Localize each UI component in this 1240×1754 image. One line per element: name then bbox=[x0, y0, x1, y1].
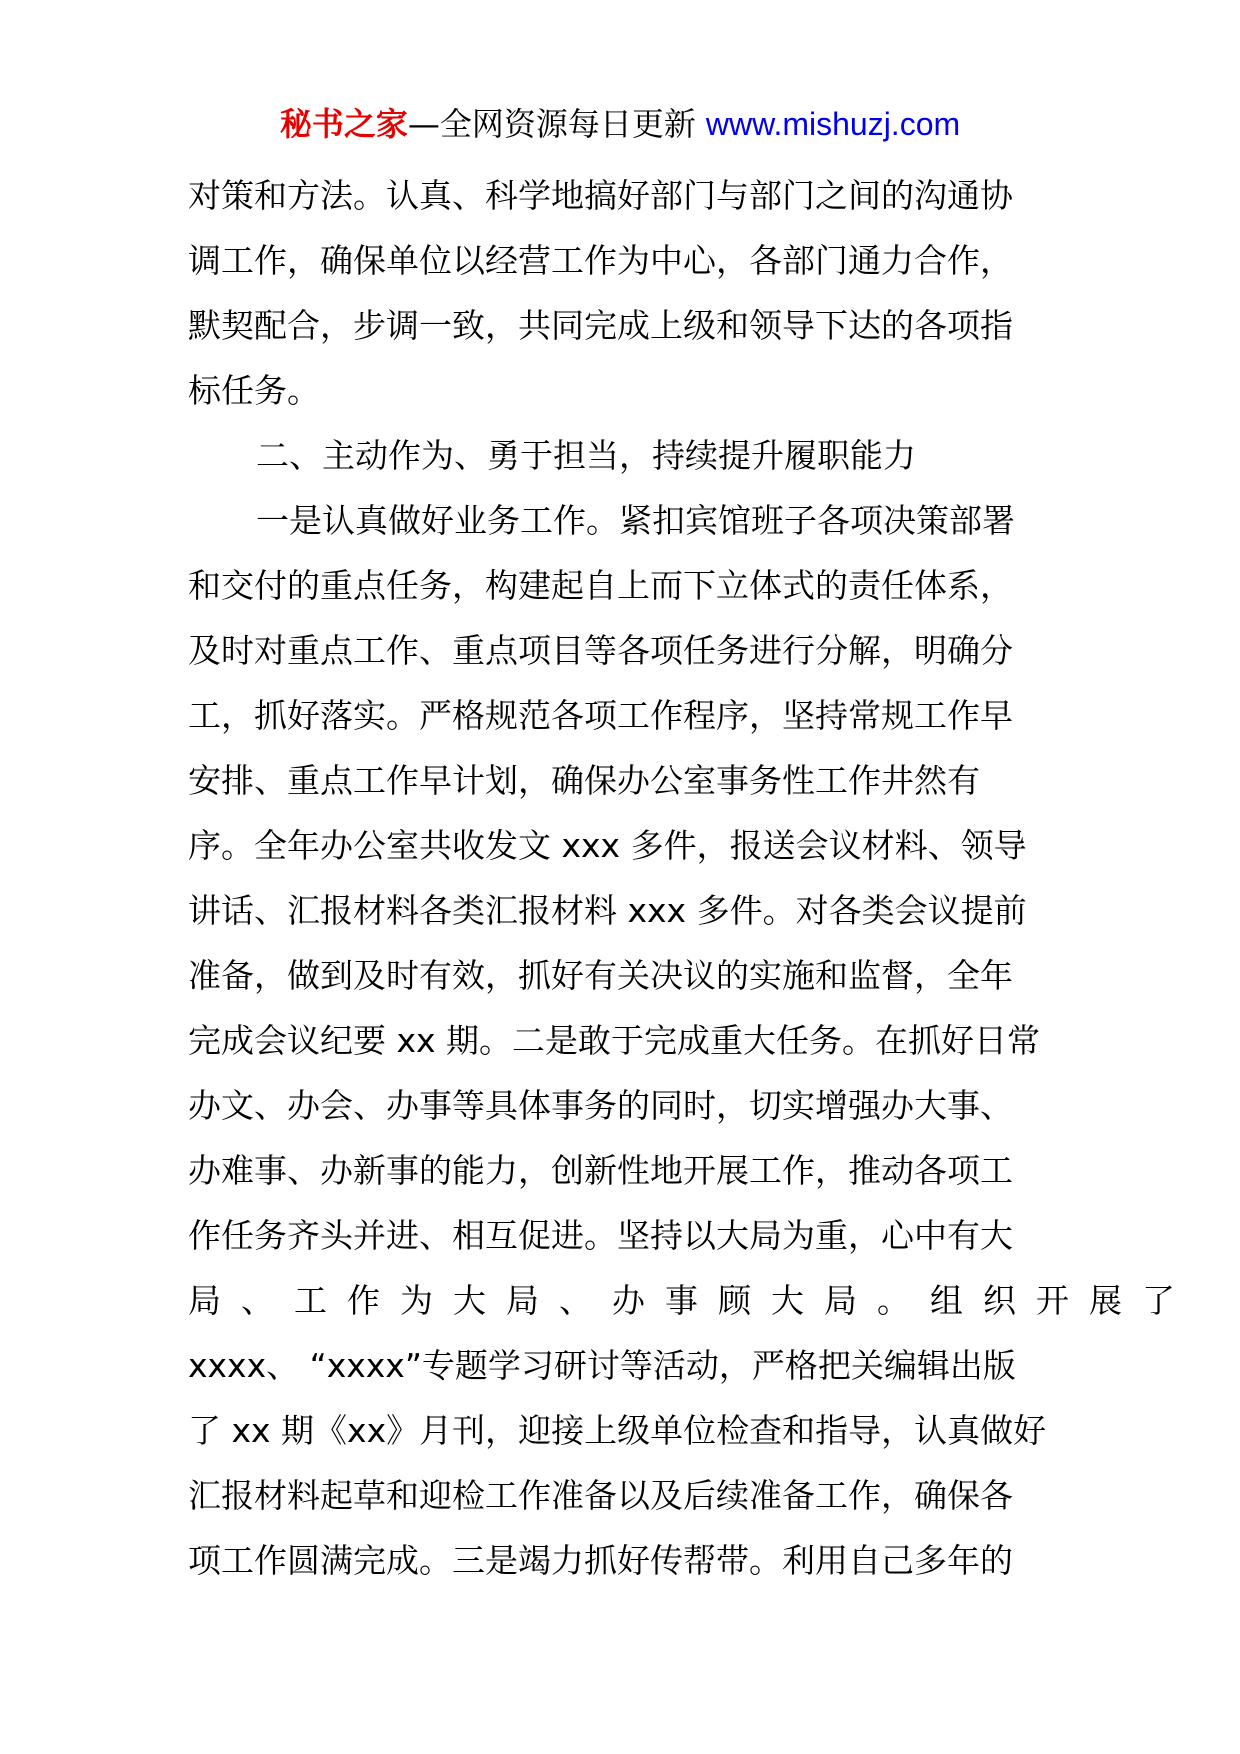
text-line: 了 xx 期《xx》月刊，迎接上级单位检查和指导，认真做好 bbox=[188, 1411, 1047, 1450]
text-line: 对策和方法。认真、科学地搞好部门与部门之间的沟通协 bbox=[188, 176, 1013, 215]
text-line: 讲话、汇报材料各类汇报材料 xxx 多件。对各类会议提前 bbox=[188, 891, 1027, 930]
section-heading: 二、主动作为、勇于担当，持续提升履职能力 bbox=[256, 436, 916, 475]
website-link[interactable]: www.mishuzj.com bbox=[705, 106, 961, 142]
text-line: 和交付的重点任务，构建起自上而下立体式的责任体系， bbox=[188, 566, 1013, 605]
text-line: 局、工作为大局、办事顾大局。组织开展了 bbox=[188, 1281, 1195, 1320]
text-line: 办文、办会、办事等具体事务的同时，切实增强办大事、 bbox=[188, 1086, 1013, 1125]
text-line: 安排、重点工作早计划，确保办公室事务性工作井然有 bbox=[188, 761, 980, 800]
text-line: 标任务。 bbox=[188, 371, 320, 410]
text-line: 项工作圆满完成。三是竭力抓好传帮带。利用自己多年的 bbox=[188, 1541, 1013, 1580]
text-line: 完成会议纪要 xx 期。二是敢于完成重大任务。在抓好日常 bbox=[188, 1021, 1041, 1060]
text-line: 默契配合，步调一致，共同完成上级和领导下达的各项指 bbox=[188, 306, 1013, 345]
text-line: 调工作，确保单位以经营工作为中心，各部门通力合作， bbox=[188, 241, 1013, 280]
text-line: xxxx、 “xxxx”专题学习研讨等活动，严格把关编辑出版 bbox=[188, 1346, 1016, 1385]
text-line: 工，抓好落实。严格规范各项工作程序，坚持常规工作早 bbox=[188, 696, 1013, 735]
document-body bbox=[188, 163, 1195, 1593]
text-line: 准备，做到及时有效，抓好有关决议的实施和监督，全年 bbox=[188, 956, 1013, 995]
text-line: 作任务齐头并进、相互促进。坚持以大局为重，心中有大 bbox=[188, 1216, 1013, 1255]
text-line: 办难事、办新事的能力，创新性地开展工作，推动各项工 bbox=[188, 1151, 1013, 1190]
text-line: 序。全年办公室共收发文 xxx 多件，报送会议材料、领导 bbox=[188, 826, 1027, 865]
header-tagline: —全网资源每日更新 bbox=[407, 105, 696, 143]
text-line: 一是认真做好业务工作。紧扣宾馆班子各项决策部署 bbox=[256, 501, 1015, 540]
brand-name: 秘书之家 bbox=[279, 105, 408, 143]
text-line: 及时对重点工作、重点项目等各项任务进行分解，明确分 bbox=[188, 631, 1013, 670]
page-header bbox=[0, 102, 1240, 146]
text-line: 汇报材料起草和迎检工作准备以及后续准备工作，确保各 bbox=[188, 1476, 1013, 1515]
